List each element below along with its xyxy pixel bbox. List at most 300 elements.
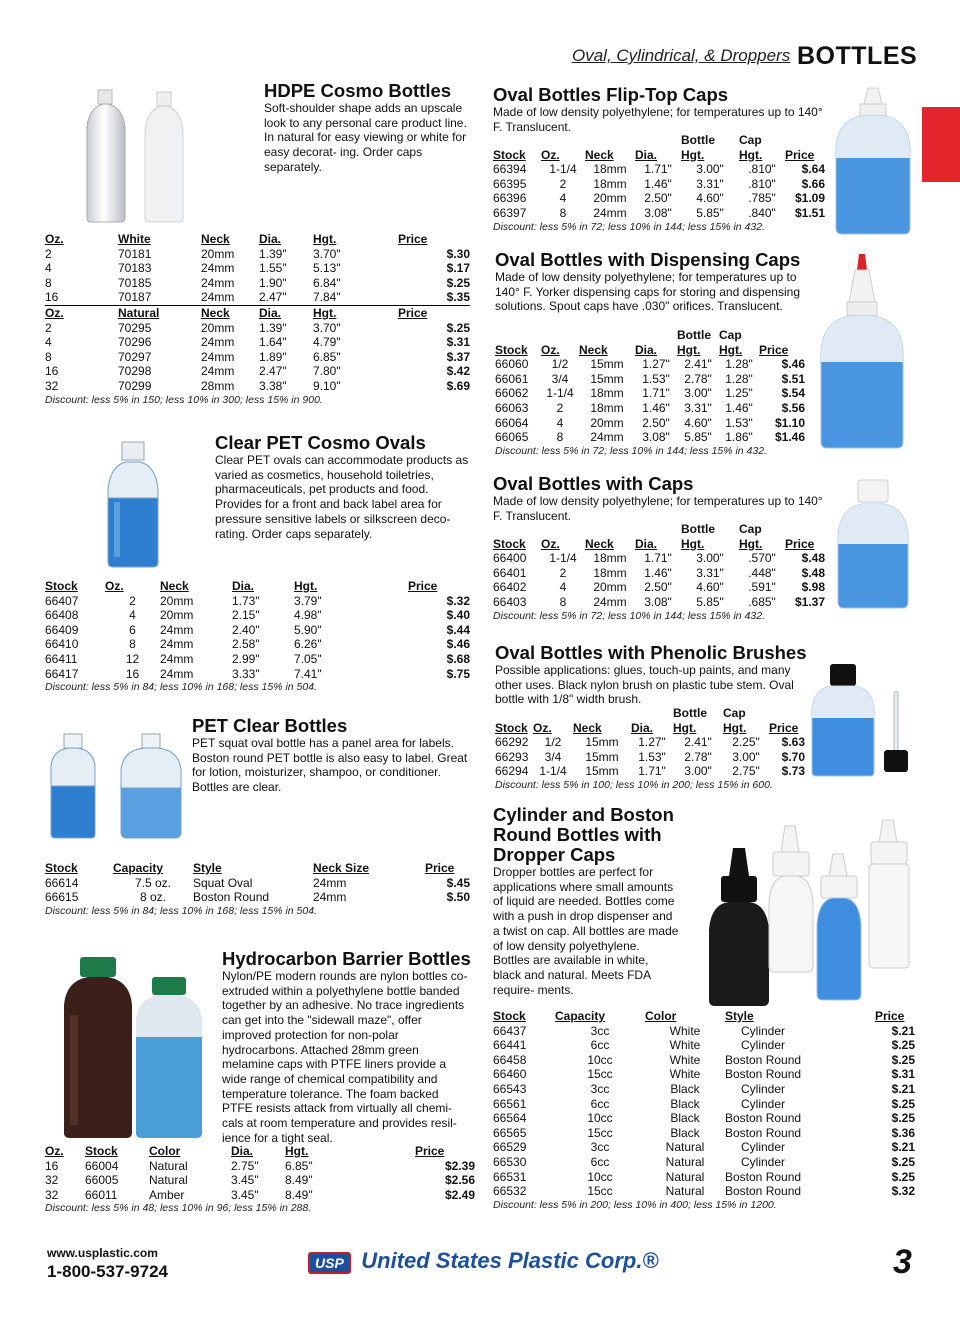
table-cell: 3cc [590,1081,610,1096]
table-cell: .591" [748,580,776,595]
column-header: Oz. [541,536,560,551]
table-cell: 1.46" [644,176,672,191]
table-cell: .810" [748,176,776,191]
table-cell: 3/4 [551,371,569,386]
table-cell: 2 [559,176,567,191]
table-row [493,1097,915,1112]
column-header: Oz. [45,1144,64,1158]
dropper-bottles-image [705,818,915,1008]
table-cell: .448" [748,565,776,580]
dropper-section [493,805,703,997]
pet-ovals-table [45,579,470,681]
table-cell: 66614 [45,875,79,890]
column-header: Dia. [259,232,282,246]
table-cell: 18mm [593,551,627,566]
table-cell: 1.71" [644,162,672,177]
table-cell: 32 [45,1187,59,1202]
table-cell: 3.08" [644,205,672,220]
table-cell: Natural [665,1169,705,1184]
table-cell: 2.25" [732,735,760,750]
table-row [493,177,825,192]
column-header: Stock [495,720,528,735]
table-cell: 24mm [160,666,194,681]
table-row [45,667,470,682]
pet-clear-table [45,861,470,905]
table-cell: 1.39" [259,246,287,261]
table-row [493,1111,915,1126]
table-cell: 66410 [45,637,79,652]
table-cell: 2.15" [232,608,260,623]
column-header [495,328,541,343]
table-cell: $.70 [781,749,805,764]
table-cell: 7.05" [294,651,322,666]
table-cell: 66615 [45,890,79,905]
table-row [45,350,470,365]
table-cell: 66460 [493,1067,527,1082]
column-header: Price [875,1009,905,1023]
column-header: Stock [45,579,78,593]
table-cell: 24mm [201,290,235,305]
column-header: Neck [585,147,614,162]
table-cell: 66543 [493,1081,527,1096]
table-cell: 66005 [85,1173,119,1188]
table-cell: 9.10" [313,378,341,393]
table-row [45,290,470,305]
dispensing-discount: Discount: less 5% in 72; less 10% in 144; less 15% in 432. [495,444,767,457]
table-cell: White [669,1067,701,1082]
table-cell: $.36 [891,1125,915,1140]
table-cell: $2.49 [444,1187,475,1202]
column-header: Price [759,342,789,357]
table-row [45,364,470,379]
column-header: Neck [585,536,614,551]
table-cell: $.40 [446,608,470,623]
dropper-title-line-3: Dropper Caps [493,844,616,865]
table-cell: White [669,1023,701,1038]
table-cell: $.66 [801,176,825,191]
table-cell: 1.53" [642,371,670,386]
column-header [635,133,681,148]
table-cell: 4.79" [313,335,341,350]
column-header [631,706,673,721]
table-cell: 4 [559,580,567,595]
column-header: Color [149,1144,181,1158]
table-cell: 2.58" [232,637,260,652]
table-cell: 66408 [45,608,79,623]
table-row [493,1140,915,1155]
table-cell: 5.13" [313,261,341,276]
table-cell: 3.00" [732,749,760,764]
column-header [585,133,635,148]
column-header: Hgt. [681,536,705,551]
table-cell: 3/4 [544,749,562,764]
table-cell: 66411 [45,651,78,666]
header-row [45,305,470,320]
table-cell: 24mm [313,875,347,890]
table-cell: Squat Oval [193,875,253,890]
table-cell: $.32 [446,593,470,608]
column-header: Hgt. [313,232,337,246]
table-cell: 8.49" [285,1173,313,1188]
table-cell: $1.10 [774,415,805,430]
table-cell: 2.75" [732,764,760,779]
table-cell: 66407 [45,593,79,608]
column-header: Style [193,861,222,875]
table-cell: 3.00" [684,764,712,779]
table-cell: 2.40" [232,622,260,637]
fliptop-section [493,85,828,134]
table-cell: 6cc [590,1096,610,1111]
column-header: Neck [201,305,259,320]
table-cell: $.64 [801,162,825,177]
table-cell: $.21 [891,1023,915,1038]
table-cell: Amber [149,1187,185,1202]
table-cell: .810" [748,162,776,177]
table-cell: Cylinder [741,1023,786,1038]
table-cell: 1.28" [725,357,753,372]
table-cell: 70295 [118,320,152,335]
table-cell: 3.31" [696,565,724,580]
table-cell: 70181 [118,246,152,261]
brand-name: United States Plastic Corp.® [361,1248,659,1273]
dispensing-section [495,250,815,314]
hdpe-desc: Soft-shoulder shape adds an upscale look to any personal care product line. In natural for easy viewing or white for easy decorat- ing. Order caps separately. [264,101,467,174]
table-row [495,430,805,445]
hdpe-table [45,232,470,394]
table-cell: 1-1/4 [539,764,567,779]
column-header: Oz. [45,232,64,246]
table-cell: 24mm [160,651,194,666]
header-row [493,537,825,552]
table-cell: 1.27" [638,735,666,750]
dispensing-table [495,328,805,445]
table-cell: 15mm [585,735,619,750]
table-cell: 32 [45,1173,59,1188]
table-row [45,261,470,276]
table-cell: 6 [129,622,136,637]
pet-ovals-table-wrap [45,579,470,694]
table-cell: 6.84" [313,275,341,290]
table-cell: 66417 [45,666,79,681]
table-cell: Boston Round [725,1052,802,1067]
table-cell: 66060 [495,357,529,372]
dispensing-desc: Made of low density polyethylene; for temperatures up to 140° F. Yorker dispensing caps for storing and dispensing solutions. Spout caps have .030" orifices. Translucent. [495,270,800,314]
fliptop-desc: Made of low density polyethylene; for temperatures up to 140° F. Translucent. [493,105,823,134]
table-cell: 18mm [590,386,624,401]
table-cell: 8 [45,275,52,290]
table-row [493,580,825,595]
pet-ovals-desc: Clear PET ovals can accommodate products as varied as cosmetics, household toiletries, pharmaceuticals, pet products and food. Provides for a front and back label area for pressure sensitive labels or silkscreen deco- rating. Order caps separately. [215,453,469,541]
withcaps-section [493,474,823,523]
table-cell: 66063 [495,400,529,415]
table-cell: 7.84" [313,290,341,305]
table-cell: 3cc [590,1140,610,1155]
column-header: Dia. [635,342,658,357]
table-cell: $.31 [891,1067,915,1082]
table-cell: 1.27" [642,357,670,372]
table-cell: Cylinder [741,1140,786,1155]
table-cell: 24mm [590,430,624,445]
table-cell: $2.39 [444,1158,475,1173]
table-cell: White [669,1052,701,1067]
column-header: Dia. [635,147,658,162]
table-cell: 3.08" [642,430,670,445]
column-header: Price [415,1144,445,1158]
column-header [493,522,541,537]
page-number: 3 [893,1243,912,1281]
column-header: Price [785,147,815,162]
column-header [541,328,579,343]
withcaps-table-wrap [493,522,825,623]
table-cell: 1.55" [259,261,287,276]
hydro-section [222,949,472,1145]
footer-phone: 1-800-537-9724 [47,1262,168,1281]
fliptop-table-wrap [493,133,825,234]
column-header [585,522,635,537]
table-row [495,416,805,431]
column-header: Oz. [533,720,552,735]
table-cell: 4 [556,415,564,430]
header-row [45,579,470,594]
table-row [493,1170,915,1185]
table-cell: 1.86" [725,430,753,445]
column-header [785,522,825,537]
table-cell: 66561 [493,1096,527,1111]
table-row [495,357,805,372]
table-row [45,276,470,291]
table-cell: 3.45" [231,1187,259,1202]
column-header: Color [645,1009,677,1023]
table-cell: 2.78" [684,749,712,764]
table-cell: 1.46" [725,400,753,415]
table-cell: 66396 [493,191,527,206]
column-header: Neck [160,579,189,593]
table-cell: 8 [129,637,136,652]
table-cell: $.50 [446,890,470,905]
table-cell: 5.85" [684,430,712,445]
table-row [45,247,470,262]
column-header: Neck [573,720,602,735]
table-cell: 24mm [593,205,627,220]
table-cell: $.21 [891,1081,915,1096]
table-cell: 12 [125,651,140,666]
table-cell: $.51 [781,371,805,386]
table-cell: 2.41" [684,735,712,750]
table-cell: 3.31" [696,176,724,191]
column-header: Dia. [259,305,313,320]
column-header: Bottle [673,706,707,720]
table-cell: 2 [129,593,136,608]
column-header: Hgt. [677,342,701,357]
pet-ovals-discount: Discount: less 5% in 84; less 10% in 168; less 15% in 504. [45,681,317,694]
table-cell: 3.70" [313,320,341,335]
table-row [495,386,805,401]
column-header: Cap [719,328,742,342]
table-cell: 66401 [493,565,527,580]
table-cell: 3.00" [684,386,712,401]
table-cell: 15mm [590,357,624,372]
table-cell: $.48 [801,551,825,566]
table-cell: 66394 [493,162,527,177]
table-cell: .840" [748,205,776,220]
table-cell: 20mm [593,191,627,206]
table-cell: 16 [45,364,59,379]
column-header [759,328,805,343]
table-cell: $.21 [891,1140,915,1155]
header-row [495,706,805,721]
table-cell: $2.56 [444,1173,475,1188]
table-cell: 8 oz. [139,890,166,905]
table-cell: $.32 [891,1184,915,1199]
table-cell: 66292 [495,735,529,750]
column-header: Stock [495,342,528,357]
column-header: Style [725,1009,754,1023]
table-cell: $1.51 [794,205,825,220]
table-cell: 2.47" [259,290,287,305]
column-header [541,133,585,148]
table-cell: Natural [149,1173,188,1188]
hdpe-discount: Discount: less 5% in 150; less 10% in 300; less 15% in 900. [45,393,323,406]
hydro-desc: Nylon/PE modern rounds are nylon bottles co-extruded within a polyethylene bottle banded together by an adhesive. No trace ingredients can get into the "sidewall maze", offer improved protection for non-polar hydrocarbons. Attached 28mm green melamine caps with PTFE liners provide a wide range of chemical compatibility and temperature tolerance. The foam backed PTFE resists attack from virtually all chemi- cals at room temperature and provides resil- ience for a tight seal. [222,969,468,1145]
table-cell: 66011 [85,1187,118,1202]
table-cell: 18mm [593,176,627,191]
hydro-title: Hydrocarbon Barrier Bottles [222,948,471,969]
column-header: Cap [739,133,762,147]
table-cell: 10cc [587,1169,613,1184]
table-cell: $.44 [446,622,470,637]
table-cell: 66062 [495,386,529,401]
hdpe-table-wrap [45,232,470,407]
hdpe-title: HDPE Cosmo Bottles [264,80,452,101]
table-cell: 10cc [587,1111,613,1126]
column-header: Capacity [113,861,164,875]
table-cell: 70299 [118,378,152,393]
hdpe-section [264,81,469,175]
table-row [45,594,470,609]
table-cell: $.25 [891,1052,915,1067]
table-cell: 66400 [493,551,527,566]
table-cell: 20mm [593,580,627,595]
fliptop-title: Oval Bottles Flip-Top Caps [493,84,729,105]
table-row [493,1053,915,1068]
column-header: Neck [579,342,608,357]
withcaps-discount: Discount: less 5% in 72; less 10% in 144; less 15% in 432. [493,609,765,622]
table-row [45,652,470,667]
column-header [495,706,533,721]
table-cell: 15cc [587,1125,613,1140]
table-cell: .570" [748,551,776,566]
table-cell: Cylinder [741,1081,786,1096]
column-header: Oz. [541,147,560,162]
table-row [495,401,805,416]
table-cell: 15mm [590,371,624,386]
table-cell: 66565 [493,1125,527,1140]
dispensing-bottle-image [815,252,915,452]
dropper-title-line-2: Round Bottles with [493,824,662,845]
table-row [45,1173,475,1188]
footer-url[interactable]: www.usplastic.com [47,1246,158,1260]
table-cell: 66397 [493,205,527,220]
hydro-table-wrap [45,1144,475,1215]
table-cell: $.68 [446,651,470,666]
table-cell: $.45 [446,875,470,890]
table-cell: 2 [45,246,52,261]
table-cell: 70298 [118,364,152,379]
table-cell: 3.70" [313,246,341,261]
table-cell: Natural [149,1158,188,1173]
table-cell: 3cc [590,1023,610,1038]
table-cell: 1.46" [642,400,670,415]
table-cell: 8 [559,594,567,609]
table-cell: 20mm [201,320,235,335]
table-row [495,372,805,387]
column-header: Stock [85,1144,118,1158]
column-header: Hgt. [739,536,763,551]
column-header [579,328,635,343]
table-cell: 1.89" [259,349,287,364]
table-cell: 1-1/4 [549,551,577,566]
table-cell: 1.71" [642,386,670,401]
column-header: Hgt. [313,305,398,320]
column-header: Hgt. [285,1144,309,1158]
column-header: Neck [201,232,230,246]
table-cell: 2.50" [644,580,672,595]
table-cell: Boston Round [725,1111,802,1126]
table-cell: $.56 [781,400,805,415]
column-header: Cap [739,522,762,536]
column-header: Price [785,536,815,551]
table-cell: 66065 [495,430,529,445]
dropper-title-line-1: Cylinder and Boston [493,804,674,825]
table-cell: $.63 [781,735,805,750]
table-cell: 66529 [493,1140,527,1155]
table-cell: 8.49" [285,1187,313,1202]
table-cell: Natural [665,1140,705,1155]
table-cell: 66293 [495,749,529,764]
pet-oval-bottle-image [100,440,170,570]
header-row [45,1144,475,1159]
table-row [45,335,470,350]
table-cell: $.98 [801,580,825,595]
table-cell: 2.50" [642,415,670,430]
column-header: Stock [45,861,78,875]
table-cell: 66530 [493,1154,527,1169]
table-cell: 24mm [201,335,235,350]
column-header: Hgt. [673,720,697,735]
usp-logo: USP [308,1252,351,1274]
column-header [541,522,585,537]
table-cell: 24mm [160,637,194,652]
column-header [769,706,805,721]
table-cell: $.31 [446,335,470,350]
table-cell: 70183 [118,261,152,276]
header-row [493,148,825,163]
table-cell: 15cc [587,1067,613,1082]
hydrocarbon-bottles-image [60,955,215,1140]
table-cell: 7.80" [313,364,341,379]
table-cell: 24mm [201,261,235,276]
table-cell: 16 [45,290,59,305]
pet-clear-bottles-image [45,730,195,842]
table-cell: 2.99" [232,651,260,666]
table-cell: 20mm [160,608,194,623]
column-header: Price [769,720,799,735]
table-cell: 1.90" [259,275,287,290]
table-cell: .785" [748,191,776,206]
table-cell: $.54 [781,386,805,401]
table-row [495,750,805,765]
table-cell: $1.46 [774,430,805,445]
